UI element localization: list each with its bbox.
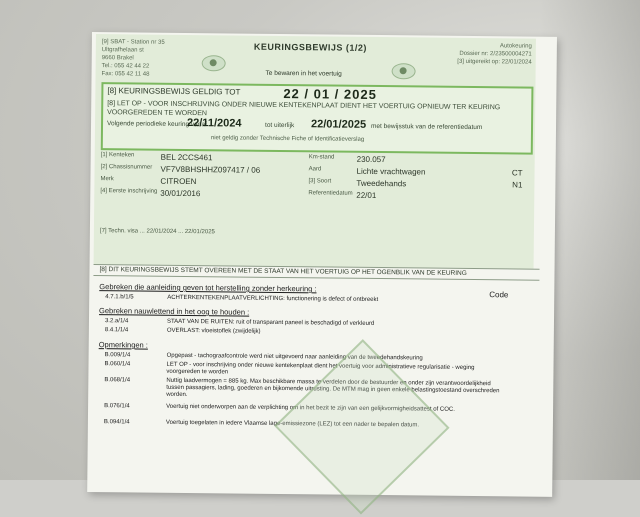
field-value: 30/01/2016	[160, 188, 201, 199]
station-address	[102, 38, 165, 79]
issue-date: [3] uitgereikt op: 22/01/2024	[457, 58, 532, 66]
field-value: CT	[511, 168, 523, 178]
remark-text: Voertuig niet onderworpen aan de verplichting om in het bezit te zijn van een gelijkvormigheidsattest of COC.	[166, 403, 455, 413]
field-value: VF7V8BHSHHZ097417 / 06	[160, 164, 261, 175]
next-inspection-until-label: tot uiterlijk	[264, 121, 295, 130]
remark-code: B.060/1/4	[104, 361, 131, 368]
field-label: [2] Chassisnummer	[100, 164, 153, 171]
validity-date: 22 / 01 / 2025	[283, 86, 377, 102]
remark-text: Voertuig toegelaten in iedere Vlaamse lage-emissiezone (LEZ) tot een nader te bepalen datum.	[165, 419, 420, 429]
field-value: N1	[512, 180, 523, 190]
dossier-info	[457, 42, 532, 67]
next-inspection-until: 22/01/2025	[310, 118, 367, 131]
address-line: 9660 Brakel	[101, 55, 134, 62]
remarks-title: Opmerkingen :	[98, 340, 148, 350]
validity-box	[101, 82, 534, 155]
next-inspection-label: Volgende periodieke keuring vanaf	[107, 120, 207, 129]
defect-row	[104, 318, 525, 327]
dossier-label: Autokeuring	[499, 43, 532, 50]
field-label: Km-stand	[308, 154, 335, 161]
defect-text: OVERLAST: vloeistoflek (zwijdelijk)	[166, 327, 261, 335]
technical-visa-line: [7] Techn. visa ... 22/01/2024 ... 22/01/2025	[99, 228, 215, 236]
remark-row	[104, 352, 525, 362]
certificate-title: KEURINGSBEWIJS (1/2)	[253, 41, 367, 53]
validity-label: [8] KEURINGSBEWIJS GELDIG TOT	[107, 86, 241, 97]
defect-text: ACHTERKENTEKENPLAATVERLICHTING: functionering is defect of ontbreekt	[167, 294, 379, 304]
remark-code: B.068/1/4	[104, 377, 131, 384]
field-value: Tweedehands	[356, 178, 407, 189]
field-value: 230.057	[356, 154, 386, 165]
field-value: CITROEN	[160, 176, 197, 187]
defect-text: STAAT VAN DE RUITEN: ruit of transparant paneel is beschadigd of verkleurd	[166, 318, 375, 327]
field-label: Merk	[100, 176, 114, 183]
field-label: [3] Soort	[308, 178, 332, 185]
remark-text: Nuttig laadvermogen = 885 kg. Max beschikbare massa te verdelen door de bestuurder en onder zijn verantwoordelijkheid tussen passagiers, lading, goederen en bijkomende uitrusting. De MTM mag in geen enkele belastingstoestand overschreden worden.	[166, 377, 500, 399]
code-column-label: Code	[489, 290, 509, 300]
repair-defects-title: Gebreken die aanleiding geven tot herstelling zonder herkeuring :	[99, 282, 317, 294]
field-value: BEL 2CCS461	[160, 152, 213, 163]
eye-logo-icon	[392, 63, 416, 79]
field-value: 22/01	[356, 190, 377, 200]
defect-code: 8.4.1/1/4	[104, 327, 129, 334]
reference-note: met bewijsstuk van de referentiedatum	[370, 122, 483, 132]
fax-number: Fax: 055 42 11 48	[101, 71, 150, 78]
dossier-number: Dossier nr: 2/23500004271	[459, 50, 532, 58]
field-label: [4] Eerste inschrijving	[100, 188, 158, 195]
address-line: Ultgrafhelaan st	[101, 47, 144, 54]
eye-logo-icon	[202, 55, 226, 71]
field-label: Aard	[308, 166, 322, 173]
next-inspection-from: 22/11/2024	[186, 117, 242, 130]
station-name: [9] SBAT - Station nr 35	[101, 39, 165, 46]
field-label: [1] Kenteken	[100, 152, 135, 159]
defect-code: 4.7.1.b/1/5	[105, 294, 134, 301]
defect-code: 3.2.a/1/4	[104, 318, 129, 325]
validity-note: [8] LET OP - VOOR INSCHRIJVING ONDER NIEUWE KENTEKENPLAAT DIENT HET VOERTUIG OPNIEUW TER KEURING VOORGEREDEN TE WORDEN	[107, 100, 501, 117]
remark-text: Opgepast - tachograafcontrole werd niet uitgevoerd naar aanleiding van de tweedehandskeuring	[166, 352, 423, 362]
field-label: Referentiedatum	[308, 190, 353, 197]
remark-text: LET OP - voor inschrijving onder nieuwe kentekenplaat dient het voertuig voor administratieve regularisatie - weging voorgereden te worden	[166, 361, 475, 376]
remark-code: B.094/1/4	[103, 419, 130, 426]
conformity-statement: [8] DIT KEURINGSBEWIJS STEMT OVEREEN MET DE STAAT VAN HET VOERTUIG OP HET OGENBLIK VAN DE KEURING	[93, 264, 539, 281]
validity-footer: niet geldig zonder Technische Fiche of Identificatieverslag	[210, 135, 365, 143]
remark-code: B.009/1/4	[104, 352, 131, 359]
keep-in-vehicle-note: Te bewaren in het voertuig	[265, 69, 342, 78]
remark-code: B.076/1/4	[104, 403, 130, 410]
field-value: Lichte vrachtwagen	[356, 166, 426, 177]
watch-defects-title: Gebreken nauwlettend in het oog te houden :	[99, 306, 250, 317]
inspection-certificate	[87, 32, 557, 497]
phone-number: Tel.: 055 42 44 22	[101, 63, 150, 70]
